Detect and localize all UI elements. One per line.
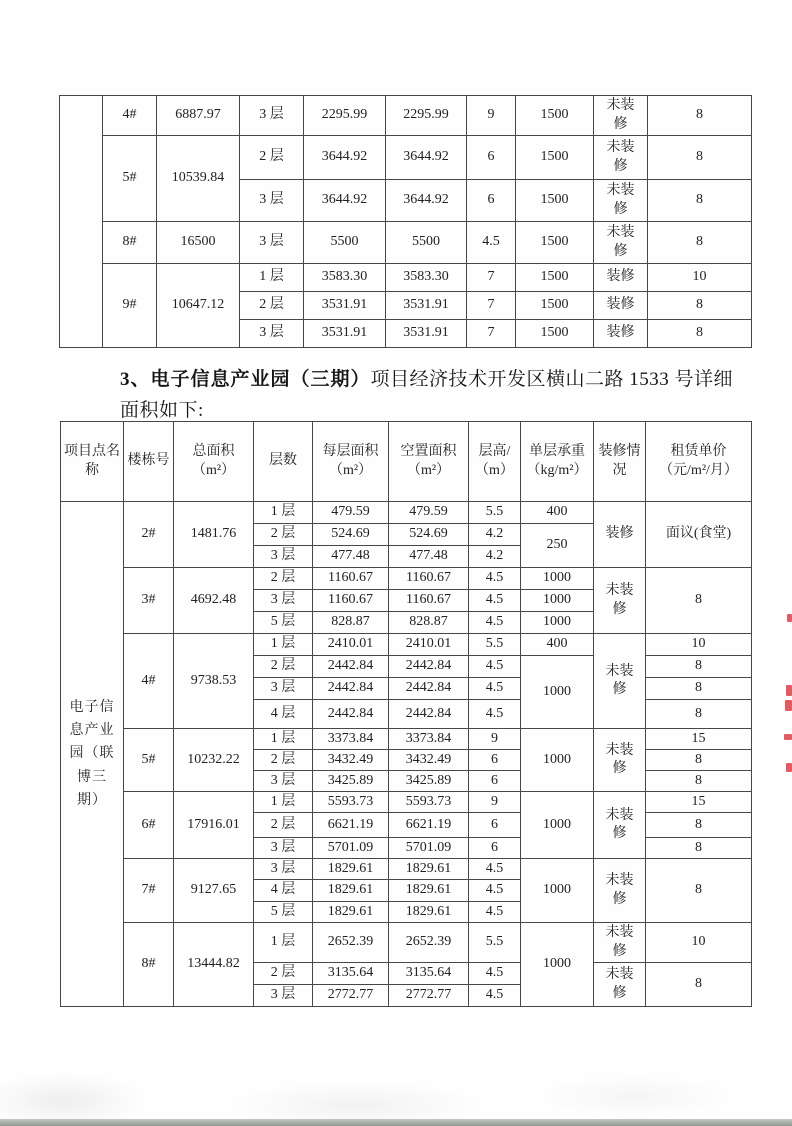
floor-number-cell: 2 层 [240, 292, 304, 320]
floor-area-cell: 2652.39 [313, 923, 389, 963]
section-number-title: 3、电子信息产业园（三期） [120, 369, 371, 390]
decoration-status-cell [594, 923, 646, 963]
floor-area-cell: 2410.01 [313, 634, 389, 656]
floor-height-cell: 6 [469, 750, 521, 771]
floor-number-cell: 3 层 [254, 859, 313, 880]
rent-price-cell: 8 [648, 320, 752, 348]
decoration-status-cell [594, 568, 646, 634]
red-pen-mark [784, 734, 792, 740]
total-area-cell: 16500 [157, 222, 240, 264]
load-capacity-cell: 1500 [516, 136, 594, 180]
total-area-cell: 17916.01 [174, 792, 254, 859]
total-area-cell: 9127.65 [174, 859, 254, 923]
decoration-status-text: 未装修 [605, 967, 634, 1001]
floor-height-cell: 4.2 [469, 546, 521, 568]
building-number-cell: 9# [103, 264, 157, 348]
vacant-area-cell: 6621.19 [389, 813, 469, 838]
vacant-area-cell: 3531.91 [386, 320, 467, 348]
floor-height-cell: 4.5 [469, 656, 521, 678]
red-pen-mark [787, 614, 792, 622]
floor-number-cell: 2 层 [240, 136, 304, 180]
floor-number-cell: 2 层 [254, 524, 313, 546]
vacant-area-cell: 1829.61 [389, 902, 469, 923]
vacant-area-cell: 1160.67 [389, 568, 469, 590]
floor-number-cell: 1 层 [254, 792, 313, 813]
vacant-area-cell: 2772.77 [389, 985, 469, 1007]
load-capacity-cell: 1500 [516, 180, 594, 222]
floor-number-cell: 2 层 [254, 963, 313, 985]
load-capacity-cell: 1500 [516, 264, 594, 292]
decoration-status-cell [594, 729, 646, 792]
header-floor-count: 层数 [254, 422, 313, 502]
rent-price-cell: 8 [646, 678, 752, 700]
floor-area-cell: 3531.91 [304, 320, 386, 348]
floor-height-cell: 6 [469, 838, 521, 859]
floor-height-cell: 6 [467, 180, 516, 222]
rent-price-cell: 8 [648, 136, 752, 180]
table-row [60, 264, 752, 292]
floor-height-cell: 4.5 [469, 880, 521, 902]
rent-price-cell: 8 [648, 96, 752, 136]
floor-height-cell: 4.2 [469, 524, 521, 546]
floor-area-cell: 2442.84 [313, 656, 389, 678]
floor-number-cell: 3 层 [240, 222, 304, 264]
rent-price-cell: 15 [646, 792, 752, 813]
floor-number-cell: 2 层 [254, 656, 313, 678]
floor-number-cell: 2 层 [254, 750, 313, 771]
scan-edge-strip [0, 1119, 792, 1126]
floor-number-cell: 1 层 [240, 264, 304, 292]
decoration-status-text: 未装修 [605, 925, 634, 959]
decoration-status-text: 装修 [606, 269, 635, 285]
header-total-area: 总面积（m²） [174, 422, 254, 502]
decoration-status-text: 装修 [605, 526, 634, 542]
floor-height-cell: 4.5 [469, 859, 521, 880]
decoration-status-cell [594, 792, 646, 859]
table-row [60, 96, 752, 136]
floor-number-cell: 4 层 [254, 700, 313, 729]
decoration-status-cell [594, 859, 646, 923]
rent-price-cell: 8 [646, 813, 752, 838]
floor-height-cell: 6 [469, 771, 521, 792]
decoration-status-cell [594, 136, 648, 180]
total-area-cell: 10647.12 [157, 264, 240, 348]
header-building-number: 楼栋号 [124, 422, 174, 502]
decoration-status-text: 未装修 [606, 98, 635, 132]
project-name-cell [61, 502, 124, 1007]
floor-number-cell: 5 层 [254, 612, 313, 634]
floor-number-cell: 2 层 [254, 813, 313, 838]
section-title-rest: 项目经济技术开发区横山二路 1533 号详细 [370, 369, 734, 390]
floor-area-cell: 1160.67 [313, 568, 389, 590]
load-capacity-cell: 400 [521, 634, 594, 656]
load-capacity-cell: 1500 [516, 292, 594, 320]
floor-number-cell: 1 层 [254, 634, 313, 656]
vacant-area-cell: 3531.91 [386, 292, 467, 320]
floor-height-cell: 4.5 [469, 963, 521, 985]
load-capacity-cell: 1000 [521, 612, 594, 634]
decoration-status-cell [594, 96, 648, 136]
building-number-cell: 3# [124, 568, 174, 634]
decoration-status-cell [594, 963, 646, 1007]
table-row [61, 634, 752, 656]
load-capacity-cell: 1000 [521, 729, 594, 792]
floor-height-cell: 4.5 [469, 700, 521, 729]
decoration-status-cell [594, 292, 648, 320]
header-floor-area: 每层面积（m²） [313, 422, 389, 502]
area-table-continued [59, 95, 752, 348]
vacant-area-cell: 2410.01 [389, 634, 469, 656]
rent-price-cell: 8 [646, 859, 752, 923]
floor-height-cell: 7 [467, 292, 516, 320]
red-pen-mark [785, 700, 792, 711]
table-row [61, 568, 752, 590]
floor-number-cell: 2 层 [254, 568, 313, 590]
total-area-cell: 13444.82 [174, 923, 254, 1007]
table-row [60, 136, 752, 180]
building-number-cell: 4# [103, 96, 157, 136]
floor-area-cell: 3425.89 [313, 771, 389, 792]
floor-area-cell: 2442.84 [313, 678, 389, 700]
floor-number-cell: 3 层 [254, 590, 313, 612]
decoration-status-text: 装修 [606, 297, 635, 313]
floor-area-cell: 828.87 [313, 612, 389, 634]
vacant-area-cell: 1160.67 [389, 590, 469, 612]
vacant-area-cell: 2442.84 [389, 656, 469, 678]
section-heading [120, 364, 740, 426]
floor-number-cell: 3 层 [240, 96, 304, 136]
floor-height-cell: 5.5 [469, 502, 521, 524]
rent-price-cell: 8 [646, 750, 752, 771]
decoration-status-text: 未装修 [605, 663, 634, 697]
floor-number-cell: 3 层 [254, 838, 313, 859]
header-decoration: 装修情况 [594, 422, 646, 502]
project-name-text: 电子信息产业园（联博三期） [69, 700, 115, 808]
building-number-cell: 8# [103, 222, 157, 264]
total-area-cell: 6887.97 [157, 96, 240, 136]
vacant-area-cell: 3373.84 [389, 729, 469, 750]
floor-number-cell: 3 层 [254, 546, 313, 568]
floor-area-cell: 6621.19 [313, 813, 389, 838]
red-pen-mark [786, 685, 792, 696]
load-capacity-cell: 400 [521, 502, 594, 524]
floor-number-cell: 3 层 [240, 320, 304, 348]
floor-area-cell: 1829.61 [313, 880, 389, 902]
decoration-status-cell [594, 502, 646, 568]
vacant-area-cell: 5593.73 [389, 792, 469, 813]
area-table-phase3 [60, 421, 752, 1007]
floor-height-cell: 4.5 [469, 902, 521, 923]
floor-area-cell: 1829.61 [313, 902, 389, 923]
vacant-area-cell: 477.48 [389, 546, 469, 568]
load-capacity-cell: 1000 [521, 590, 594, 612]
vacant-area-cell: 479.59 [389, 502, 469, 524]
decoration-status-cell [594, 222, 648, 264]
rent-price-cell: 8 [646, 771, 752, 792]
vacant-area-cell: 2442.84 [389, 678, 469, 700]
rent-price-cell: 10 [646, 634, 752, 656]
floor-number-cell: 3 层 [254, 771, 313, 792]
load-capacity-cell: 250 [521, 524, 594, 568]
load-capacity-cell: 1000 [521, 568, 594, 590]
building-number-cell: 5# [124, 729, 174, 792]
rent-price-cell: 8 [646, 568, 752, 634]
decoration-status-text: 未装修 [606, 225, 635, 259]
decoration-status-text: 未装修 [606, 183, 635, 217]
floor-height-cell: 9 [469, 729, 521, 750]
building-number-cell: 7# [124, 859, 174, 923]
floor-height-cell: 4.5 [469, 985, 521, 1007]
total-area-cell: 4692.48 [174, 568, 254, 634]
floor-number-cell: 5 层 [254, 902, 313, 923]
floor-height-cell: 7 [467, 264, 516, 292]
header-vacant-area: 空置面积（m²） [389, 422, 469, 502]
decoration-status-text: 未装修 [605, 742, 634, 776]
rent-price-cell: 8 [646, 656, 752, 678]
floor-area-cell: 477.48 [313, 546, 389, 568]
decoration-status-text: 未装修 [606, 140, 635, 174]
vacant-area-cell: 1829.61 [389, 859, 469, 880]
vacant-area-cell: 3432.49 [389, 750, 469, 771]
decoration-status-cell [594, 180, 648, 222]
vacant-area-cell: 3425.89 [389, 771, 469, 792]
floor-area-cell: 1160.67 [313, 590, 389, 612]
load-capacity-cell: 1500 [516, 96, 594, 136]
table-row [61, 792, 752, 813]
table-row [61, 502, 752, 524]
load-capacity-cell: 1500 [516, 320, 594, 348]
table-header-row [61, 422, 752, 502]
header-load-capacity: 单层承重（kg/m²） [521, 422, 594, 502]
floor-area-cell: 479.59 [313, 502, 389, 524]
vacant-area-cell: 5500 [386, 222, 467, 264]
total-area-cell: 9738.53 [174, 634, 254, 729]
table-row [61, 923, 752, 963]
floor-area-cell: 1829.61 [313, 859, 389, 880]
table-row [61, 859, 752, 880]
floor-area-cell: 3644.92 [304, 180, 386, 222]
floor-number-cell: 1 层 [254, 923, 313, 963]
floor-height-cell: 9 [469, 792, 521, 813]
decoration-status-text: 未装修 [605, 807, 634, 841]
decoration-status-cell [594, 320, 648, 348]
floor-area-cell: 2295.99 [304, 96, 386, 136]
header-floor-height: 层高/（m） [469, 422, 521, 502]
floor-height-cell: 6 [469, 813, 521, 838]
floor-area-cell: 3583.30 [304, 264, 386, 292]
rent-price-cell: 面议(食堂) [646, 502, 752, 568]
rent-price-cell: 10 [646, 923, 752, 963]
floor-area-cell: 3135.64 [313, 963, 389, 985]
vacant-area-cell: 828.87 [389, 612, 469, 634]
vacant-area-cell: 3644.92 [386, 180, 467, 222]
floor-height-cell: 5.5 [469, 923, 521, 963]
total-area-cell: 1481.76 [174, 502, 254, 568]
vacant-area-cell: 3135.64 [389, 963, 469, 985]
section-heading-line1 [120, 364, 740, 395]
rent-price-cell: 8 [648, 222, 752, 264]
total-area-cell: 10232.22 [174, 729, 254, 792]
floor-height-cell: 7 [467, 320, 516, 348]
vacant-area-cell: 1829.61 [389, 880, 469, 902]
load-capacity-cell: 1000 [521, 923, 594, 1007]
floor-number-cell: 3 层 [254, 678, 313, 700]
decoration-status-text: 未装修 [605, 873, 634, 907]
floor-height-cell: 6 [467, 136, 516, 180]
rent-price-cell: 8 [648, 180, 752, 222]
total-area-cell: 10539.84 [157, 136, 240, 222]
building-number-cell: 4# [124, 634, 174, 729]
rent-price-cell: 8 [646, 838, 752, 859]
floor-number-cell: 4 层 [254, 880, 313, 902]
floor-number-cell: 3 层 [240, 180, 304, 222]
header-project-name: 项目点名称 [61, 422, 124, 502]
decoration-status-text: 装修 [606, 325, 635, 341]
floor-area-cell: 5593.73 [313, 792, 389, 813]
building-number-cell: 8# [124, 923, 174, 1007]
load-capacity-cell: 1000 [521, 792, 594, 859]
decoration-status-cell [594, 264, 648, 292]
floor-number-cell: 1 层 [254, 729, 313, 750]
rent-price-cell: 8 [646, 963, 752, 1007]
vacant-area-cell: 2652.39 [389, 923, 469, 963]
rent-price-cell: 8 [648, 292, 752, 320]
red-pen-mark [786, 763, 792, 772]
floor-height-cell: 4.5 [469, 612, 521, 634]
building-number-cell: 5# [103, 136, 157, 222]
floor-height-cell: 4.5 [469, 590, 521, 612]
floor-area-cell: 5701.09 [313, 838, 389, 859]
table-row [61, 729, 752, 750]
table-row [60, 222, 752, 264]
building-number-cell: 2# [124, 502, 174, 568]
vacant-area-cell: 3644.92 [386, 136, 467, 180]
floor-area-cell: 2772.77 [313, 985, 389, 1007]
building-number-cell: 6# [124, 792, 174, 859]
floor-area-cell: 3644.92 [304, 136, 386, 180]
vacant-area-cell: 524.69 [389, 524, 469, 546]
load-capacity-cell: 1500 [516, 222, 594, 264]
floor-height-cell: 5.5 [469, 634, 521, 656]
rent-price-cell: 10 [648, 264, 752, 292]
floor-height-cell: 4.5 [469, 678, 521, 700]
vacant-area-cell: 2295.99 [386, 96, 467, 136]
floor-area-cell: 524.69 [313, 524, 389, 546]
floor-area-cell: 3373.84 [313, 729, 389, 750]
vacant-area-cell: 5701.09 [389, 838, 469, 859]
floor-height-cell: 4.5 [469, 568, 521, 590]
floor-height-cell: 9 [467, 96, 516, 136]
project-name-cell [60, 96, 103, 348]
header-rent-price: 租赁单价（元/m²/月） [646, 422, 752, 502]
section-heading-line2: 面积如下: [120, 400, 204, 421]
floor-number-cell: 1 层 [254, 502, 313, 524]
vacant-area-cell: 3583.30 [386, 264, 467, 292]
rent-price-cell: 8 [646, 700, 752, 729]
decoration-status-cell [594, 634, 646, 729]
floor-area-cell: 3432.49 [313, 750, 389, 771]
floor-area-cell: 5500 [304, 222, 386, 264]
floor-area-cell: 3531.91 [304, 292, 386, 320]
floor-number-cell: 3 层 [254, 985, 313, 1007]
floor-height-cell: 4.5 [467, 222, 516, 264]
load-capacity-cell: 1000 [521, 656, 594, 729]
load-capacity-cell: 1000 [521, 859, 594, 923]
floor-area-cell: 2442.84 [313, 700, 389, 729]
rent-price-cell: 15 [646, 729, 752, 750]
vacant-area-cell: 2442.84 [389, 700, 469, 729]
decoration-status-text: 未装修 [605, 583, 634, 617]
